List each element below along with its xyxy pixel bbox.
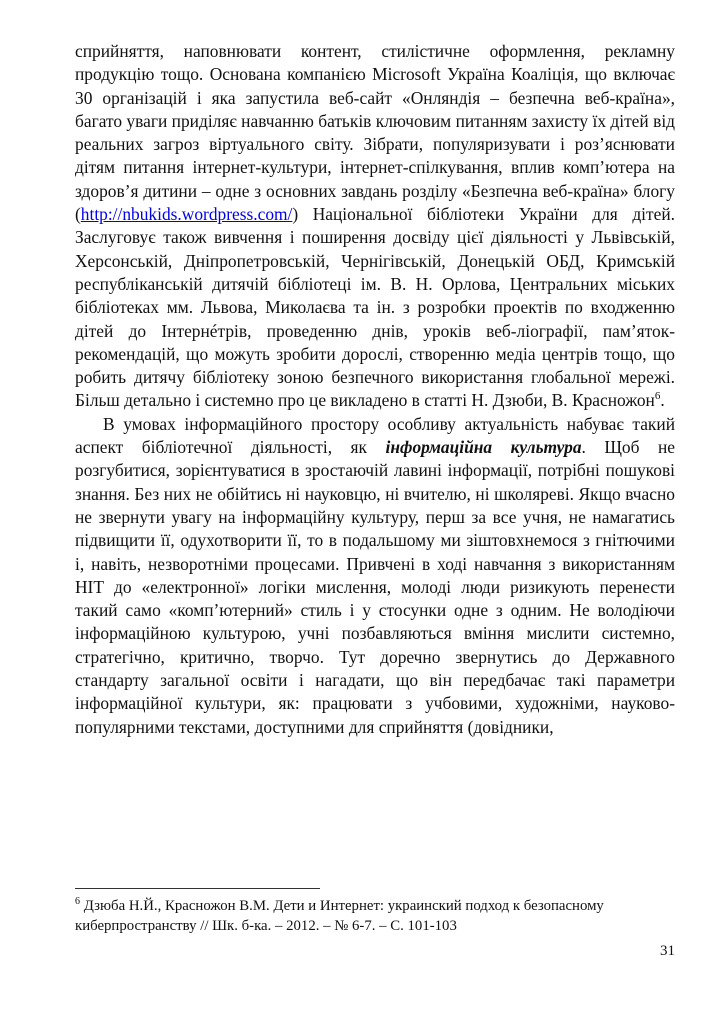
footnote-reference[interactable]: 6 xyxy=(654,390,661,403)
footnote-number: 6 xyxy=(75,896,80,908)
paragraph-1-part-2: ) Національної бібліотеки України для дітей. Заслуговує також вивчення і поширення досвіду цієї діяльності у Львівській, Херсонській, Дніпропетровській, Чернігівській, Донецькій ОБД, Кримській республіканській дитячій бібліотеці ім. В. Н. Орлова, Центральних міських бібліотеках мм. Львова, Миколаєва та ін. з розробки проектів по входженню дітей до Інтернéтрів, проведенню днів, уроків веб-ліографії, пам’яток-рекомендацій, що можуть зробити дорослі, створенню медіа центрів тощо, що робить дитячу бібліотеку зоною безпечного використання глобальної мережі. Більш детально і системно про це викладено в статті Н. Дзюби, В. Красножон xyxy=(75,204,675,411)
emphasized-term: інформаційна культура xyxy=(385,437,582,458)
paragraph-2-part-1: В умовах інформаційного простору особливу актуальність набуває такий аспект бібліотечної діяльності, як xyxy=(75,413,675,458)
footnote-text: Дзюба Н.Й., Красножон В.М. Дети и Интернет: украинский подход к безопасному киберпространству // Шк. б-ка. – 2012. – № 6-7. – С. 101-103 xyxy=(75,898,604,934)
paragraph-2-part-2: . Щоб не розгубитися, зорієнтуватися в зростаючій лавині інформації, потрібні пошукові знання. Без них не обійтись ні науковцю, ні вчителю, ні школяреві. Якщо вчасно не звернути увагу на інформаційну культуру, перш за все учня, не намагатись підвищити її, одухотворити її, то в подальшому ми зіштовхнемося з гнітючими і, навіть, незворотніми процесами. Привчені в ході навчання з використанням НІТ до «електронної» логіки мислення, молоді люди ризикують перенести такий само «комп’ютерний» стиль і у стосунки одне з одним. Не володіючи інформаційною культурою, учні позбавляються вміння мислити системно, стратегічно, критично, творчо. Тут доречно звернутись до Державного стандарту загальної освіти і нагадати, що він передбачає такі параметри інформаційної культури, як: працювати з учбовими, художніми, науково-популярними текстами, доступними для сприйняття (довідники, xyxy=(75,437,675,737)
footnote-divider xyxy=(75,888,320,889)
paragraph-1-part-1: сприйняття, наповнювати контент, стилістичне оформлення, рекламну продукцію тощо. Основана компанією Microsoft Україна Коаліція, що включає 30 організацій і яка запустила веб-сайт «Онляндія – безпечна веб-країна», багато уваги приділяє навчанню батьків ключовим питанням захисту їх дітей від реальних загроз віртуального світу. Зібрати, популяризувати і роз’яснювати дітям питання інтернет-культури, інтернет-спілкування, вплив комп’ютера на здоров’я дитини – одне з основних завдань розділу «Безпечна веб-країна» блогу ( xyxy=(75,41,675,225)
paragraph-1 xyxy=(75,40,675,413)
page-number: 31 xyxy=(660,943,675,959)
footnote xyxy=(75,896,675,936)
paragraph-2 xyxy=(75,413,675,739)
blog-link[interactable]: http://nbukids.wordpress.com/ xyxy=(80,204,293,225)
paragraph-1-end: . xyxy=(660,390,665,411)
main-text xyxy=(75,40,675,739)
